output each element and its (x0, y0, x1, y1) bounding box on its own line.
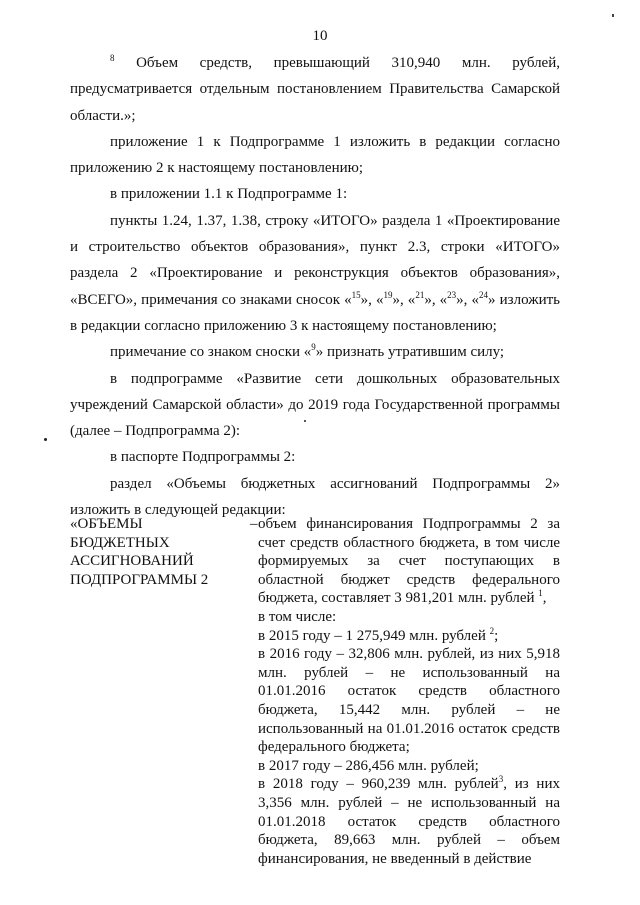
scan-speck (44, 438, 47, 441)
paragraph: в подпрограмме «Развитие сети дошкольных образовательных учреждений Самарской области» до 2019 года Государственной программы (далее – Подпрограмма 2): (70, 370, 560, 440)
paragraph: в приложении 1.1 к Подпрограмме 1: (110, 186, 348, 203)
footnote-mark: 8 (110, 53, 115, 63)
footnote-paragraph: $^8$ Объем средств, превышающий 310,940 млн. рублей, предусматривается отдельным постановлением Правительства Самарской области.»; (70, 53, 560, 124)
body-text (70, 50, 560, 523)
passport-dash: – (250, 516, 258, 532)
passport-heading: «ОБЪЕМЫ БЮДЖЕТНЫХ АССИГНОВАНИЙ ПОДПРОГРАММЫ 2 (70, 516, 209, 588)
paragraph: приложение 1 к Подпрограмме 1 изложить в редакции согласно приложению 2 к настоящему постановлению; (70, 133, 560, 177)
paragraph: раздел «Объемы бюджетных ассигнований Подпрограммы 2» изложить в следующей редакции: (70, 475, 560, 519)
paragraph: в паспорте Подпрограммы 2: (110, 449, 296, 466)
paragraph: пункты 1.24, 1.37, 1.38, строку «ИТОГО» раздела 1 «Проектирование и строительство объектов образования», пункт 2.3, строки «ИТОГО» раздела 2 «Проектирование и реконструкция объектов образования», «ВСЕГО», примечания со знаками сносок «$^{15}$», «$^{19}$», «$^{21}$», «$^{23}$», «$^{24}$» изложить в редакции согласно приложению 3 к настоящему постановлению; (70, 212, 560, 334)
paragraph: примечание со знаком сноски «$^9$» признать утратившим силу; (110, 342, 505, 361)
passport-content: объем финансирования Подпрограммы 2 за счет средств областного бюджета, в том числе формируемых за счет поступающих в областной бюджет средств федерального бюджета, составляет 3 981,201 млн. рублей $^1$, в том числе: в 2015 году – 1 275,949 млн. рублей $^2$; в 2016 году – 32,806 млн. рублей, из них 5,918 млн. рублей – не использованный на 01.01.2016 остаток средств областного бюджета, 15,442 млн. рублей – не использованный на 01.01.2016 остаток средств федерального бюджета; в 2017 году – 286,456 млн. рублей; в 2018 году – 960,239 млн. рублей$^3$, из них 3,356 млн. рублей – не использованный на 01.01.2018 остаток средств областного бюджета, 89,663 млн. рублей – объем финансирования, не введенный в действие (258, 516, 560, 867)
scan-speck (612, 14, 614, 17)
page-number: 10 (312, 28, 328, 44)
